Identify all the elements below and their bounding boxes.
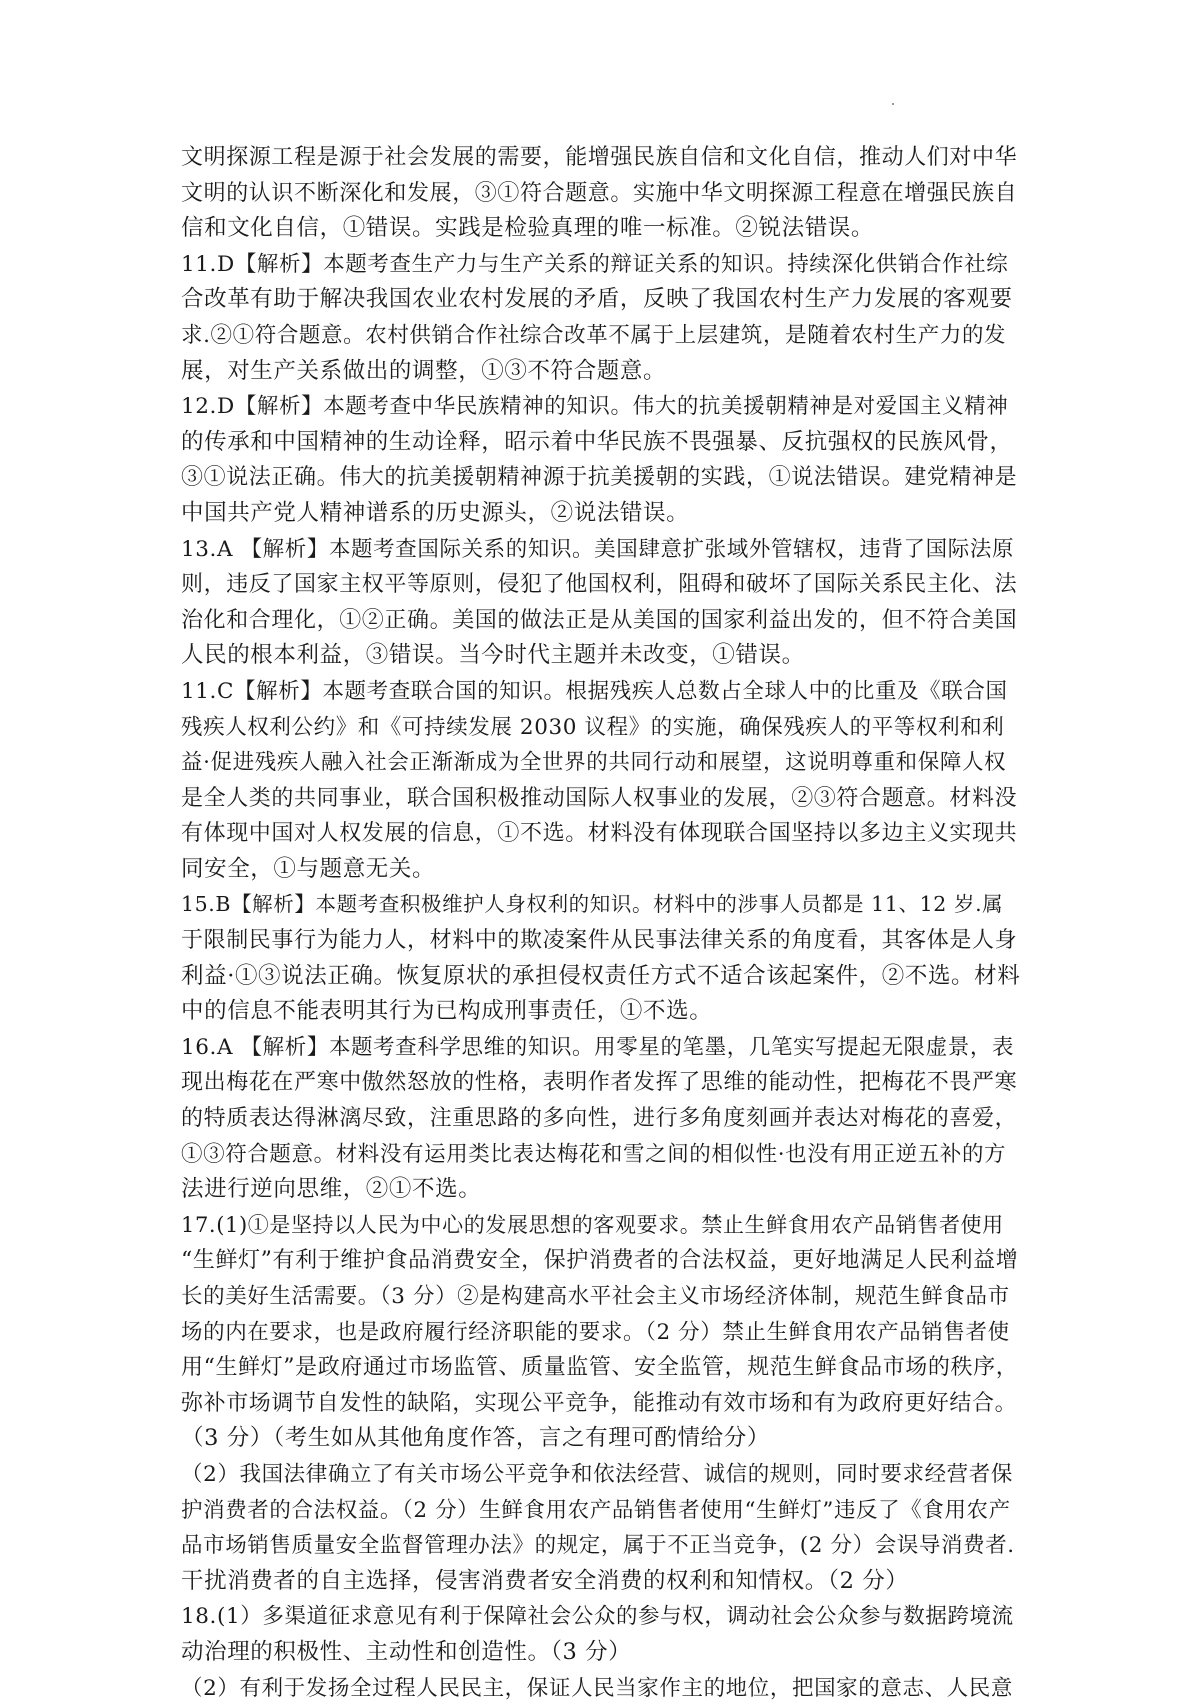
text-line: 场的内在要求，也是政府履行经济职能的要求。（2 分）禁止生鲜食用农产品销售者使 [181,1319,1010,1345]
text-line: 法进行逆向思维，②①不选。 [181,1176,482,1203]
text-line: 是全人类的共同事业，联合国积极推动国际人权事业的发展，②③符合题意。材料没 [181,785,1018,811]
text-line: 于限制民事行为能力人，材料中的欺凌案件从民事法律关系的角度看，其客体是人身 [181,928,1018,954]
text-line: 利益·①③说法正确。恢复原状的承担侵权责任方式不适合该起案件，②不选。材料 [181,962,1021,989]
text-line: 的特质表达得淋漓尽致，注重思路的多向性，进行多角度刻画并表达对梅花的喜爱， [181,1106,1018,1132]
text-line: 18.(1）多渠道征求意见有利于保障社会公众的参与权，调动社会公众参与数据跨境流 [181,1604,1014,1630]
text-line: 11.D【解析】本题考查生产力与生产关系的辩证关系的知识。持续深化供销合作社综 [181,251,1009,277]
scan-speck-top [892,103,894,105]
text-line: 中的信息不能表明其行为已构成刑事责任，①不选。 [181,998,713,1025]
text-line: 12.D【解析】本题考查中华民族精神的知识。伟大的抗美援朝精神是对爱国主义精神 [181,394,1009,420]
text-line: 15.B【解析】本题考查积极维护人身权利的知识。材料中的涉事人员都是 11、12 岁.属 [181,892,1004,917]
text-line: 文明探源工程是源于社会发展的需要，能增强民族自信和文化自信，推动人们对中华 [181,145,1018,170]
text-line: 治化和合理化，①②正确。美国的做法正是从美国的国家利益出发的，但不符合美国 [181,607,1018,633]
text-line: 有体现中国对人权发展的信息，①不选。材料没有体现联合国坚持以多边主义实现共 [181,821,1018,847]
text-line: 中国共产党人精神谱系的历史源头，②说法错误。 [181,499,690,526]
text-line: 干扰消费者的自主选择，侵害消费者安全消费的权利和知情权。（2 分） [181,1567,909,1594]
text-line: “生鲜灯”有利于维护食品消费安全，保护消费者的合法权益，更好地满足人民利益增 [181,1248,1019,1274]
text-line: 文明的认识不断深化和发展，③①符合题意。实施中华文明探源工程意在增强民族自 [181,180,1018,206]
text-line: （3 分）（考生如从其他角度作答，言之有理可酌情给分） [181,1425,770,1452]
answer-explanation-text [181,140,1021,1706]
text-line: 现出梅花在严寒中傲然怒放的性格，表明作者发挥了思维的能动性，把梅花不畏严寒 [181,1070,1018,1096]
text-line: 展，对生产关系做出的调整，①③不符合题意。 [181,357,667,384]
text-line: 13.A 【解析】本题考查国际关系的知识。美国肆意扩张域外管辖权，违背了国际法原 [181,536,1015,562]
text-line: 16.A 【解析】本题考查科学思维的知识。用零星的笔墨，几笔实写提起无限虚景，表 [181,1034,1015,1060]
text-line: 信和文化自信，①错误。实践是检验真理的唯一标准。②锐法错误。 [181,215,875,242]
text-line: （2）有利于发扬全过程人民民主，保证人民当家作主的地位，把国家的意志、人民意 [181,1675,1013,1701]
text-line: 益·促进残疾人融入社会正渐渐成为全世界的共同行动和展望，这说明尊重和保障人权 [181,750,1007,776]
text-line: 的传承和中国精神的生动诠释，昭示着中华民族不畏强暴、反抗强权的民族风骨， [181,428,1013,455]
text-line: 用“生鲜灯”是政府通过市场监管、质量监管、安全监管，规范生鲜食品市场的秩序， [181,1355,1019,1381]
text-line: 长的美好生活需要。（3 分）②是构建高水平社会主义市场经济体制，规范生鲜食品市 [181,1284,1010,1309]
text-line: 品市场销售质量安全监督管理办法》的规定，属于不正当竞争，(2 分）会误导消费者. [181,1533,1015,1559]
text-line: （2）我国法律确立了有关市场公平竞争和依法经营、诚信的规则，同时要求经营者保 [181,1461,1013,1487]
text-line: 合改革有助于解决我国农业农村发展的矛盾，反映了我国农村生产力发展的客观要 [181,286,1013,313]
text-line: 则，违反了国家主权平等原则，侵犯了他国权利，阻碍和破坏了国际关系民主化、法 [181,572,1018,598]
text-line: 动治理的积极性、主动性和创造性。（3 分） [181,1638,632,1665]
text-line: 17.(1)①是坚持以人民为中心的发展思想的客观要求。禁止生鲜食用农产品销售者使用 [181,1212,1004,1237]
text-line: ①③符合题意。材料没有运用类比表达梅花和雪之间的相似性·也没有用正逆五补的方 [181,1141,1007,1167]
text-line: 人民的根本利益，③错误。当今时代主题并未改变，①错误。 [181,642,805,669]
text-line: 求.②①符合题意。农村供销合作社综合改革不属于上层建筑，是随着农村生产力的发 [181,322,1007,348]
text-line: 11.C【解析】本题考查联合国的知识。根据残疾人总数占全球人中的比重及《联合国 [181,678,1008,704]
text-line: ③①说法正确。伟大的抗美援朝精神源于抗美援朝的实践，①说法错误。建党精神是 [181,465,1018,491]
text-line: 弥补市场调节自发性的缺陷，实现公平竞争，能推动有效市场和有为政府更好结合。 [181,1390,1018,1416]
text-line: 护消费者的合法权益。（2 分）生鲜食用农产品销售者使用“生鲜灯”违反了《食用农产 [181,1497,1011,1523]
text-line: 同安全，①与题意无关。 [181,855,436,882]
text-line: 残疾人权利公约》和《可持续发展 2030 议程》的实施，确保残疾人的平等权利和利 [181,714,1005,740]
